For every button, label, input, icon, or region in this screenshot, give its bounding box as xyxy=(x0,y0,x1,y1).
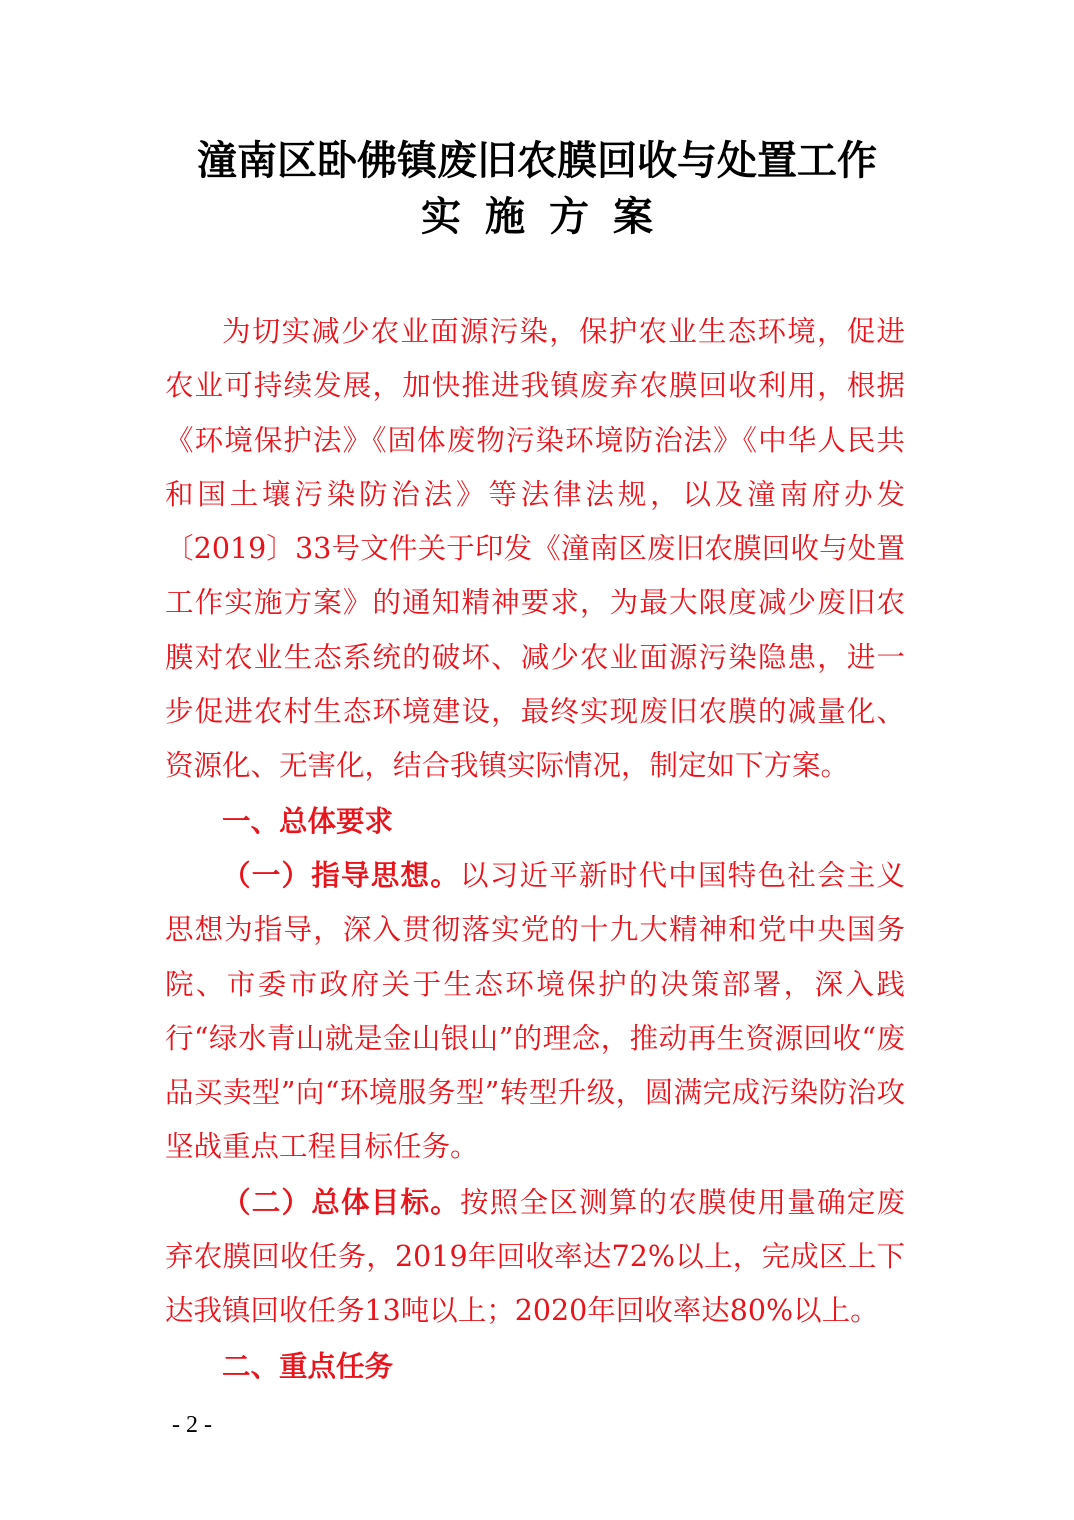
overall-goal-text: 按照全区测算的农膜使用量确定废弃农膜回收任务，2019年回收率达72%以上，完成区上下达我镇回收任务13吨以上；2020年回收率达80%以上。 xyxy=(165,1185,905,1328)
overall-goal-paragraph xyxy=(165,1175,905,1339)
guiding-ideology-lead: （一）指导思想。 xyxy=(222,857,460,892)
intro-paragraph: 为切实减少农业面源污染，保护农业生态环境，促进农业可持续发展，加快推进我镇废弃农膜回收利用，根据《环境保护法》《固体废物污染环境防治法》《中华人民共和国土壤污染防治法》等法律法规，以及潼南府办发〔2019〕33号文件关于印发《潼南区废旧农膜回收与处置工作实施方案》的通知精神要求，为最大限度减少废旧农膜对农业生态系统的破坏、减少农业面源污染隐患，进一步促进农村生态环境建设，最终实现废旧农膜的减量化、资源化、无害化，结合我镇实际情况，制定如下方案。 xyxy=(165,315,905,783)
document-body xyxy=(165,305,905,1393)
document-title-line-2: 实施方案 xyxy=(421,193,677,240)
section-heading-key-tasks: 二、重点任务 xyxy=(222,1348,394,1383)
section-heading-general-requirements: 一、总体要求 xyxy=(222,803,394,838)
page-number: - 2 - xyxy=(172,1412,212,1438)
guiding-ideology-text: 以习近平新时代中国特色社会主义思想为指导，深入贯彻落实党的十九大精神和党中央国务院、市委市政府关于生态环境保护的决策部署，深入践行“绿水青山就是金山银山”的理念，推动再生资源回收“废品买卖型”向“环境服务型”转型升级，圆满完成污染防治攻坚战重点工程目标任务。 xyxy=(165,858,905,1164)
guiding-ideology-paragraph xyxy=(165,848,905,1175)
document-title-line-1: 潼南区卧佛镇废旧农膜回收与处置工作 xyxy=(197,137,877,184)
overall-goal-lead: （二）总体目标。 xyxy=(222,1184,460,1219)
